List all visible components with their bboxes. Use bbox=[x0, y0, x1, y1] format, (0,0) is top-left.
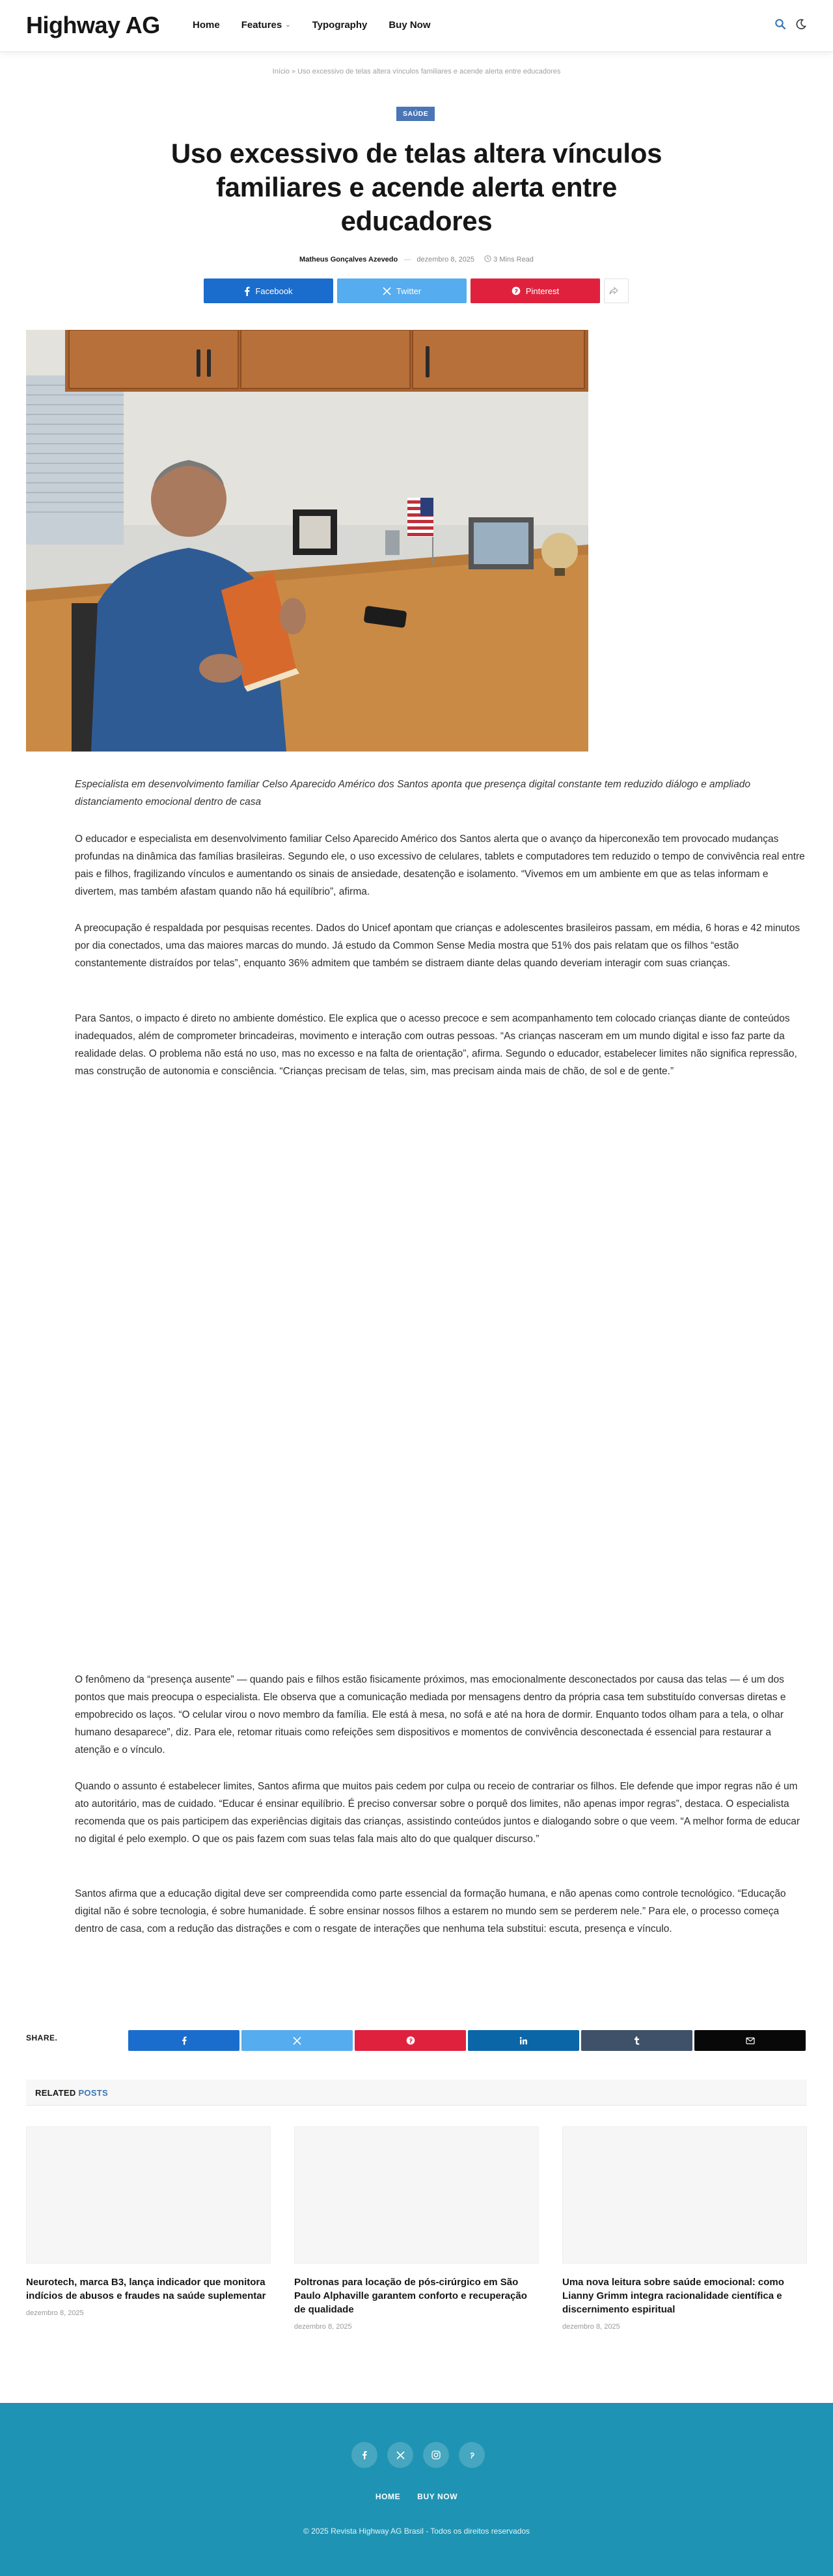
page-title: Uso excessivo de telas altera vínculos familiares e acende alerta entre educadores bbox=[171, 138, 662, 236]
footer-instagram-icon[interactable] bbox=[423, 2442, 449, 2468]
related-post-thumbnail[interactable] bbox=[294, 2126, 539, 2264]
share-icon bbox=[609, 287, 618, 295]
share-pinterest-label: Pinterest bbox=[525, 286, 560, 296]
nav-features[interactable] bbox=[241, 20, 291, 31]
dark-mode-icon[interactable] bbox=[795, 18, 807, 30]
share-x-button[interactable] bbox=[241, 2030, 353, 2051]
footer-links bbox=[0, 2492, 833, 2501]
related-posts-header bbox=[26, 2080, 807, 2106]
related-post-title[interactable]: Poltronas para locação de pós-cirúrgico em São Paulo Alphaville garantem conforto e recuperação de qualidade bbox=[294, 2277, 527, 2315]
footer-x-icon[interactable] bbox=[387, 2442, 413, 2468]
related-post-thumbnail[interactable] bbox=[26, 2126, 271, 2264]
related-post-date: dezembro 8, 2025 bbox=[294, 2323, 352, 2331]
clock-icon bbox=[484, 256, 493, 264]
share-pinterest-button[interactable] bbox=[471, 278, 600, 303]
article-paragraph: O fenômeno da “presença ausente” — quando pais e filhos estão fisicamente próximos, mas emocionalmente desconectados por causa das telas — é um dos pontos que mais preocupa o especialista. Ele observa que a comunicação mediada por mensagens dentro da própria casa tem substituído conversas diretas e empobrecido os laços. “O celular virou o novo membro da família. Ele está à mesa, no sofá e até na hora de dormir. Enquanto todos olham para a tela, o olhar humano desaparece”, diz. Para ele, retomar rituais como refeições sem dispositivos e momentos de convivência desconectada é essencial para restaurar a atenção e o vínculo. bbox=[75, 1674, 786, 1756]
nav-home[interactable]: Home bbox=[193, 20, 220, 31]
share-facebook-button[interactable] bbox=[128, 2030, 239, 2051]
related-posts-title bbox=[35, 2088, 108, 2098]
footer-link-buy-now[interactable]: BUY NOW bbox=[417, 2492, 458, 2501]
nav-buy-now[interactable]: Buy Now bbox=[389, 20, 431, 31]
article-paragraph: Quando o assunto é estabelecer limites, Santos afirma que muitos pais cedem por culpa ou receio de contrariar os filhos. Ele defende que impor regras não é um ato autoritário, mas de cuidado. “Educar é ensinar equilíbrio. É preciso conversar sobre o porquê dos limites, não apenas impor regras”, destaca. O especialista recomenda que os pais participem das experiências digitais das crianças, assistindo conteúdos juntos e dialogando sobre o que veem. “A melhor forma de educar no digital é pelo exemplo. O que os pais fazem com suas telas fala mais alto do que qualquer discurso.” bbox=[75, 1781, 800, 1845]
footer-copyright: © 2025 Revista Highway AG Brasil - Todos os direitos reservados bbox=[303, 2527, 530, 2536]
related-post-date: dezembro 8, 2025 bbox=[562, 2323, 620, 2331]
related-title-accent: POSTS bbox=[78, 2088, 109, 2098]
site-footer bbox=[0, 2403, 833, 2576]
share-facebook-button[interactable] bbox=[204, 278, 333, 303]
share-more-button[interactable] bbox=[604, 278, 629, 303]
related-post-date: dezembro 8, 2025 bbox=[26, 2309, 84, 2317]
share-label: SHARE. bbox=[26, 2033, 58, 2042]
meta-separator: — bbox=[403, 256, 411, 264]
article-paragraph: O educador e especialista em desenvolvimento familiar Celso Aparecido Américo dos Santos alerta que o avanço da hiperconexão tem provocado mudanças profundas na dinâmica das famílias brasileiras. Segundo ele, o uso excessivo de celulares, tablets e computadores tem reduzido o tempo de convivência real entre pais e filhos, fragilizando vínculos e aumentando os sinais de ansiedade, desatenção e isolamento. “Vivemos em um ambiente em que as telas informam e divertem, mas também afastam quando não há equilíbrio”, afirma. bbox=[75, 834, 805, 897]
share-twitter-button[interactable] bbox=[337, 278, 467, 303]
post-date: dezembro 8, 2025 bbox=[416, 256, 475, 264]
pinterest-icon bbox=[406, 2036, 415, 2045]
share-buttons-top bbox=[204, 278, 629, 303]
related-post-title[interactable]: Neurotech, marca B3, lança indicador que monitora indícios de abusos e fraudes na saúde suplementar bbox=[26, 2277, 266, 2301]
image-caption: Especialista em desenvolvimento familiar Celso Aparecido Américo dos Santos aponta que presença digital constante tem reduzido diálogo e ampliado distanciamento emocional dentro de casa bbox=[75, 779, 750, 807]
nav-typography[interactable]: Typography bbox=[312, 20, 368, 31]
facebook-icon bbox=[182, 2036, 187, 2045]
footer-pinterest-icon[interactable] bbox=[459, 2442, 485, 2468]
site-header bbox=[0, 0, 833, 52]
x-icon bbox=[293, 2037, 301, 2045]
post-meta bbox=[0, 255, 833, 264]
share-pinterest-button[interactable] bbox=[355, 2030, 466, 2051]
related-post-card[interactable] bbox=[562, 2126, 807, 2331]
main-nav bbox=[193, 20, 452, 31]
article-paragraph: Santos afirma que a educação digital deve ser compreendida como parte essencial da formação humana, e não apenas como controle tecnológico. “Educação digital não é sobre tecnologia, é sobre humanidade. É sobre ensinar nossos filhos a estarem no mundo sem se perderem nele.” Para ele, o processo começa dentro de casa, com a redução das distrações e com o resgate de interações que nenhuma tela substitui: escuta, presença e vínculo. bbox=[75, 1888, 786, 1934]
article-paragraph: A preocupação é respaldada por pesquisas recentes. Dados do Unicef apontam que crianças e adolescentes brasileiros passam, em média, 6 horas e 42 minutos por dia conectados, uma das maiores marcas do mundo. Já estudo da Common Sense Media mostra que 51% dos pais relatam que os filhos “estão constantemente distraídos por telas”, enquanto 36% admitem que também se distraem diante delas quando deveriam interagir com suas crianças. bbox=[75, 923, 800, 969]
share-tumblr-button[interactable] bbox=[581, 2030, 692, 2051]
site-logo[interactable]: Highway AG bbox=[26, 12, 160, 38]
footer-link-home[interactable]: HOME bbox=[375, 2492, 401, 2501]
share-email-button[interactable] bbox=[694, 2030, 806, 2051]
read-time: 3 Mins Read bbox=[493, 256, 534, 264]
related-post-title[interactable]: Uma nova leitura sobre saúde emocional: como Lianny Grimm integra racionalidade científica e discernimento espiritual bbox=[562, 2277, 784, 2315]
article-paragraph: Para Santos, o impacto é direto no ambiente doméstico. Ele explica que o acesso precoce e sem acompanhamento tem colocado crianças diante de conteúdos inadequados, além de comprometer brincadeiras, movimento e interação com outras pessoas. “As crianças nasceram em um mundo digital e isso faz parte da realidade delas. O problema não está no uso, mas no excesso e na falta de orientação”, afirma. Segundo o educador, estabelecer limites não significa repressão, mas construção de autonomia e consciência. “Crianças precisam de telas, sim, mas precisam ainda mais de chão, de sol e de gente.” bbox=[75, 1013, 797, 1077]
related-title-prefix: RELATED bbox=[35, 2088, 76, 2098]
footer-facebook-icon[interactable] bbox=[351, 2442, 377, 2468]
featured-image bbox=[26, 330, 588, 752]
linkedin-icon bbox=[519, 2037, 528, 2045]
breadcrumb[interactable]: Início » Uso excessivo de telas altera vínculos familiares e acende alerta entre educadores bbox=[272, 68, 561, 75]
related-post-card[interactable] bbox=[294, 2126, 539, 2331]
share-facebook-label: Facebook bbox=[255, 286, 293, 296]
share-buttons-bottom bbox=[128, 2030, 806, 2051]
x-icon bbox=[383, 287, 391, 295]
header-icons bbox=[774, 18, 807, 30]
facebook-icon bbox=[244, 286, 250, 296]
related-post-thumbnail[interactable] bbox=[562, 2126, 807, 2264]
related-post-card[interactable] bbox=[26, 2126, 271, 2317]
email-icon bbox=[746, 2037, 755, 2044]
footer-social-icons bbox=[351, 2442, 485, 2468]
tumblr-icon bbox=[634, 2036, 640, 2045]
share-twitter-label: Twitter bbox=[396, 286, 422, 296]
category-badge[interactable]: SAÚDE bbox=[396, 107, 435, 121]
chevron-down-icon: ⌄ bbox=[285, 21, 291, 29]
author-name[interactable]: Matheus Gonçalves Azevedo bbox=[299, 256, 398, 264]
share-linkedin-button[interactable] bbox=[468, 2030, 579, 2051]
search-icon[interactable] bbox=[774, 18, 786, 30]
nav-features-label: Features bbox=[241, 20, 282, 31]
pinterest-icon bbox=[512, 286, 521, 295]
